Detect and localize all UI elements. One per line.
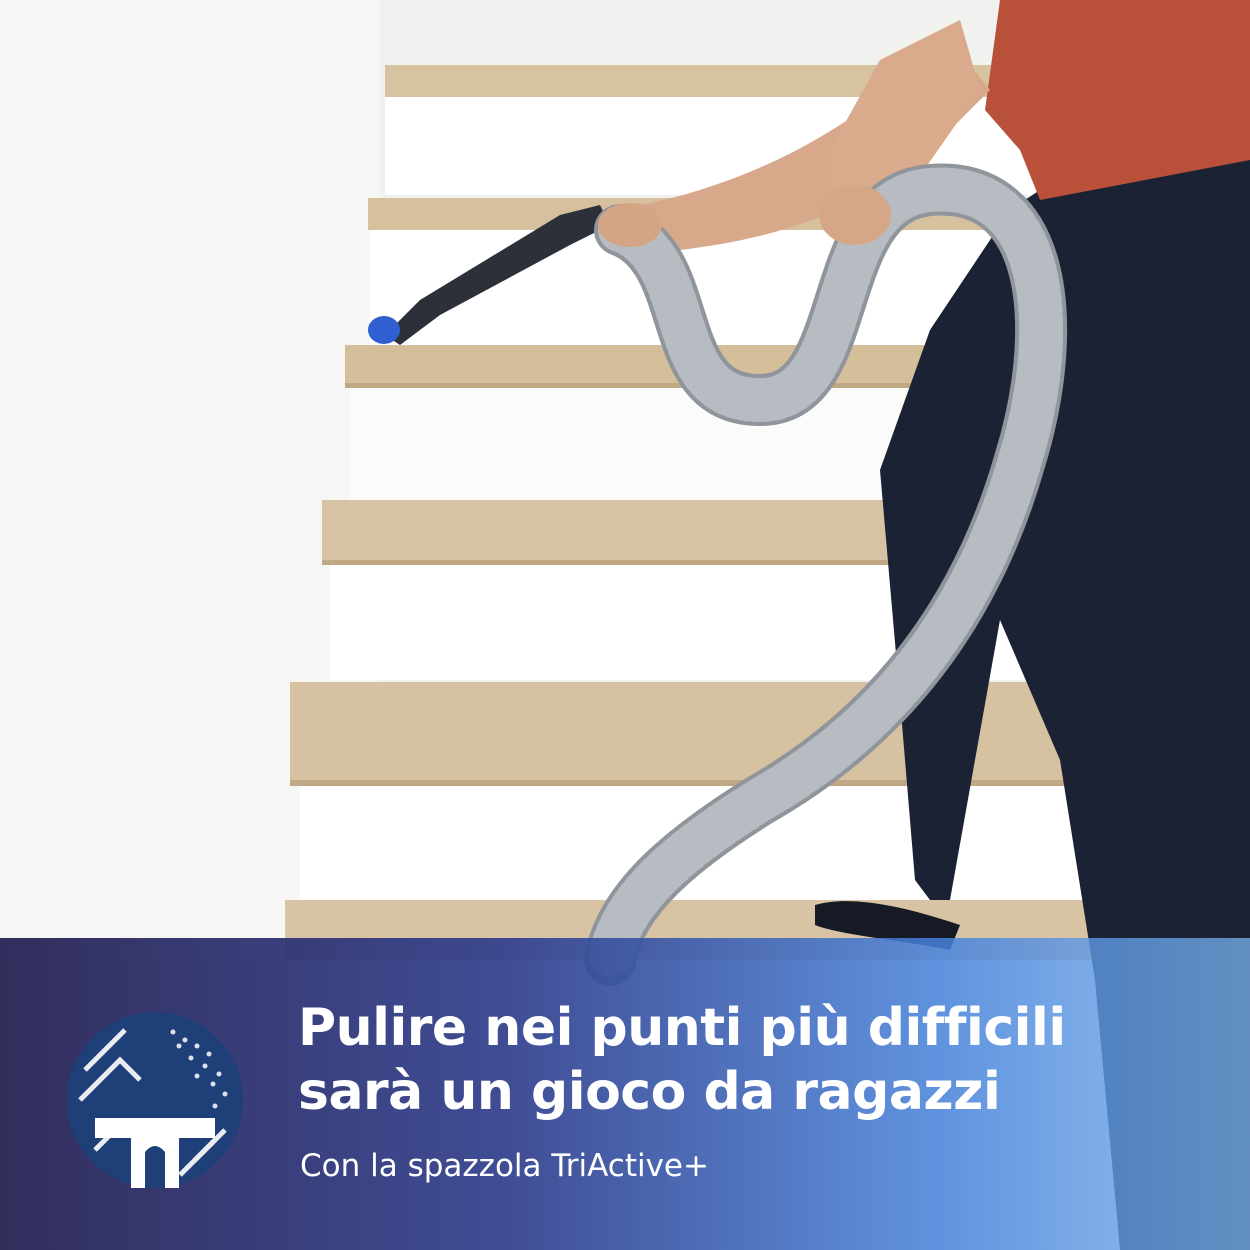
headline-line-1: Pulire nei punti più difficili (298, 998, 1066, 1058)
triactive-brush-icon (65, 1010, 245, 1190)
hand (598, 203, 662, 247)
triactive-nozzle (368, 316, 400, 344)
headline-line-2: sarà un gioco da ragazzi (298, 1062, 1001, 1122)
subline: Con la spazzola TriActive+ (300, 1148, 709, 1184)
headline (298, 996, 1238, 1124)
hand (819, 185, 891, 245)
